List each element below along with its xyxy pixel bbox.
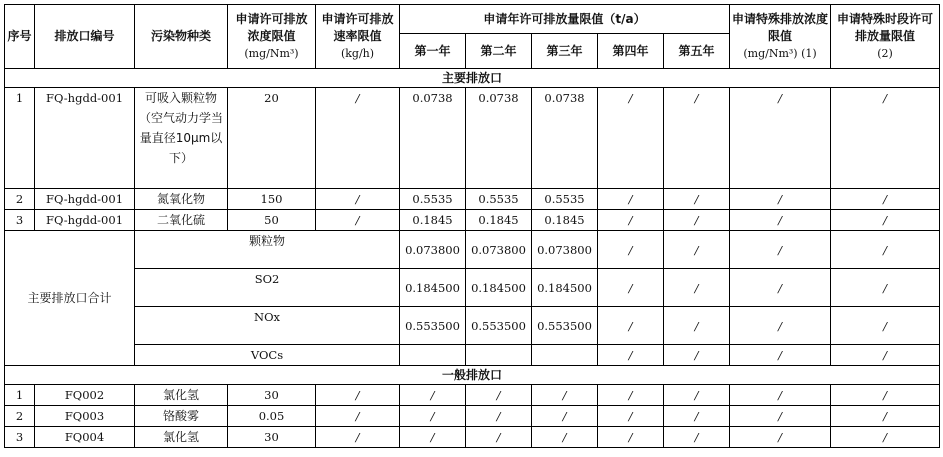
- table-row: [5, 189, 940, 210]
- header-seq: 序号: [5, 5, 35, 69]
- cell-year-1: 0.5535: [400, 189, 466, 210]
- header-special-conc: [730, 5, 831, 69]
- cell-year-1: 0.0738: [400, 88, 466, 189]
- cell-year-4: /: [598, 406, 664, 427]
- total-year-5: /: [664, 269, 730, 307]
- section-row-main: [5, 69, 940, 88]
- total-row: [5, 307, 940, 345]
- section-row-general: [5, 366, 940, 385]
- cell-year-2: 0.0738: [466, 88, 532, 189]
- total-year-1: 0.553500: [400, 307, 466, 345]
- cell-rate: /: [316, 427, 400, 448]
- total-special-conc: /: [730, 231, 831, 269]
- cell-year-4: /: [598, 88, 664, 189]
- header-conc-unit: (mg/Nm³): [244, 47, 299, 60]
- cell-pollutant: 氯化氢: [135, 385, 228, 406]
- cell-pollutant: 氯化氢: [135, 427, 228, 448]
- cell-seq: 1: [5, 385, 35, 406]
- header-outlet-no: 排放口编号: [35, 5, 135, 69]
- header-special-conc-unit: (mg/Nm³) (1): [743, 47, 817, 60]
- total-row: [5, 231, 940, 269]
- cell-year-3: 0.1845: [532, 210, 598, 231]
- total-year-1: [400, 345, 466, 366]
- total-year-2: 0.553500: [466, 307, 532, 345]
- cell-special-conc: /: [730, 385, 831, 406]
- cell-special-conc: /: [730, 88, 831, 189]
- header-rate-unit: (kg/h): [340, 47, 375, 60]
- header-special-conc-label: 申请特殊排放浓度限值: [732, 12, 829, 43]
- cell-year-3: 0.0738: [532, 88, 598, 189]
- cell-year-5: /: [664, 385, 730, 406]
- cell-conc: 0.05: [228, 406, 316, 427]
- cell-year-5: /: [664, 427, 730, 448]
- total-special-period: /: [831, 269, 940, 307]
- cell-outlet: FQ002: [35, 385, 135, 406]
- total-year-2: 0.184500: [466, 269, 532, 307]
- header-special-period-label: 申请特殊时段许可排放量限值: [837, 12, 934, 43]
- cell-year-1: /: [400, 427, 466, 448]
- total-year-5: /: [664, 231, 730, 269]
- total-special-period: /: [831, 307, 940, 345]
- total-year-2: 0.073800: [466, 231, 532, 269]
- cell-year-1: /: [400, 406, 466, 427]
- header-row-1: [5, 5, 940, 34]
- total-year-4: /: [598, 307, 664, 345]
- cell-outlet: FQ-hgdd-001: [35, 189, 135, 210]
- table-row: [5, 406, 940, 427]
- cell-special-conc: /: [730, 427, 831, 448]
- cell-year-4: /: [598, 210, 664, 231]
- header-year-4: 第四年: [598, 34, 664, 69]
- table-row: [5, 385, 940, 406]
- total-year-3: 0.553500: [532, 307, 598, 345]
- table-row: [5, 210, 940, 231]
- cell-outlet: FQ-hgdd-001: [35, 210, 135, 231]
- total-year-1: 0.184500: [400, 269, 466, 307]
- cell-year-5: /: [664, 406, 730, 427]
- header-conc-limit: [228, 5, 316, 69]
- cell-pollutant: 二氧化硫: [135, 210, 228, 231]
- cell-year-2: /: [466, 385, 532, 406]
- header-year-5: 第五年: [664, 34, 730, 69]
- header-conc-limit-label: 申请许可排放浓度限值: [235, 12, 308, 43]
- total-row: [5, 345, 940, 366]
- total-year-3: 0.184500: [532, 269, 598, 307]
- table-row: [5, 427, 940, 448]
- cell-conc: 30: [228, 427, 316, 448]
- section-title-main: 主要排放口: [5, 69, 940, 88]
- cell-year-4: /: [598, 427, 664, 448]
- cell-conc: 50: [228, 210, 316, 231]
- header-special-period: [831, 5, 940, 69]
- header-year-1: 第一年: [400, 34, 466, 69]
- total-year-3: [532, 345, 598, 366]
- cell-year-1: /: [400, 385, 466, 406]
- total-special-conc: /: [730, 345, 831, 366]
- cell-outlet: FQ004: [35, 427, 135, 448]
- cell-year-2: /: [466, 406, 532, 427]
- cell-year-2: 0.5535: [466, 189, 532, 210]
- cell-year-4: /: [598, 385, 664, 406]
- table-row: [5, 88, 940, 189]
- total-pollutant: VOCs: [135, 345, 400, 366]
- cell-year-3: /: [532, 385, 598, 406]
- cell-year-2: 0.1845: [466, 210, 532, 231]
- cell-year-4: /: [598, 189, 664, 210]
- cell-rate: /: [316, 189, 400, 210]
- total-pollutant: 颗粒物: [135, 231, 400, 269]
- total-year-2: [466, 345, 532, 366]
- cell-special-period: /: [831, 427, 940, 448]
- cell-special-period: /: [831, 88, 940, 189]
- total-pollutant: SO2: [135, 269, 400, 307]
- cell-conc: 30: [228, 385, 316, 406]
- total-year-4: /: [598, 231, 664, 269]
- cell-special-period: /: [831, 210, 940, 231]
- cell-rate: /: [316, 406, 400, 427]
- cell-outlet: FQ-hgdd-001: [35, 88, 135, 189]
- cell-rate: /: [316, 210, 400, 231]
- cell-special-period: /: [831, 189, 940, 210]
- cell-rate: /: [316, 385, 400, 406]
- cell-seq: 1: [5, 88, 35, 189]
- cell-special-period: /: [831, 385, 940, 406]
- cell-year-5: /: [664, 189, 730, 210]
- total-year-4: /: [598, 345, 664, 366]
- cell-special-conc: /: [730, 406, 831, 427]
- cell-year-5: /: [664, 210, 730, 231]
- total-year-1: 0.073800: [400, 231, 466, 269]
- header-rate-limit-label: 申请许可排放速率限值: [321, 12, 394, 43]
- cell-year-3: 0.5535: [532, 189, 598, 210]
- total-year-4: /: [598, 269, 664, 307]
- total-pollutant: NOx: [135, 307, 400, 345]
- cell-pollutant: 氮氧化物: [135, 189, 228, 210]
- cell-outlet: FQ003: [35, 406, 135, 427]
- header-special-period-note: (2): [877, 47, 893, 60]
- cell-seq: 3: [5, 427, 35, 448]
- total-special-period: /: [831, 345, 940, 366]
- cell-special-conc: /: [730, 189, 831, 210]
- cell-seq: 2: [5, 189, 35, 210]
- cell-seq: 2: [5, 406, 35, 427]
- total-row: [5, 269, 940, 307]
- cell-pollutant: 可吸入颗粒物（空气动力学当量直径10μm以下）: [135, 88, 228, 189]
- cell-pollutant: 铬酸雾: [135, 406, 228, 427]
- cell-special-conc: /: [730, 210, 831, 231]
- total-year-5: /: [664, 345, 730, 366]
- cell-year-2: /: [466, 427, 532, 448]
- header-rate-limit: [316, 5, 400, 69]
- cell-rate: /: [316, 88, 400, 189]
- total-year-5: /: [664, 307, 730, 345]
- total-special-period: /: [831, 231, 940, 269]
- total-special-conc: /: [730, 307, 831, 345]
- cell-year-3: /: [532, 406, 598, 427]
- header-year-2: 第二年: [466, 34, 532, 69]
- total-special-conc: /: [730, 269, 831, 307]
- cell-year-3: /: [532, 427, 598, 448]
- header-year-3: 第三年: [532, 34, 598, 69]
- total-label: 主要排放口合计: [5, 231, 135, 366]
- cell-seq: 3: [5, 210, 35, 231]
- cell-conc: 150: [228, 189, 316, 210]
- cell-conc: 20: [228, 88, 316, 189]
- section-title-general: 一般排放口: [5, 366, 940, 385]
- total-year-3: 0.073800: [532, 231, 598, 269]
- header-annual-group: 申请年许可排放量限值（t/a）: [400, 5, 730, 34]
- emission-permit-table: [4, 4, 940, 448]
- cell-year-5: /: [664, 88, 730, 189]
- header-pollutant: 污染物种类: [135, 5, 228, 69]
- cell-year-1: 0.1845: [400, 210, 466, 231]
- cell-special-period: /: [831, 406, 940, 427]
